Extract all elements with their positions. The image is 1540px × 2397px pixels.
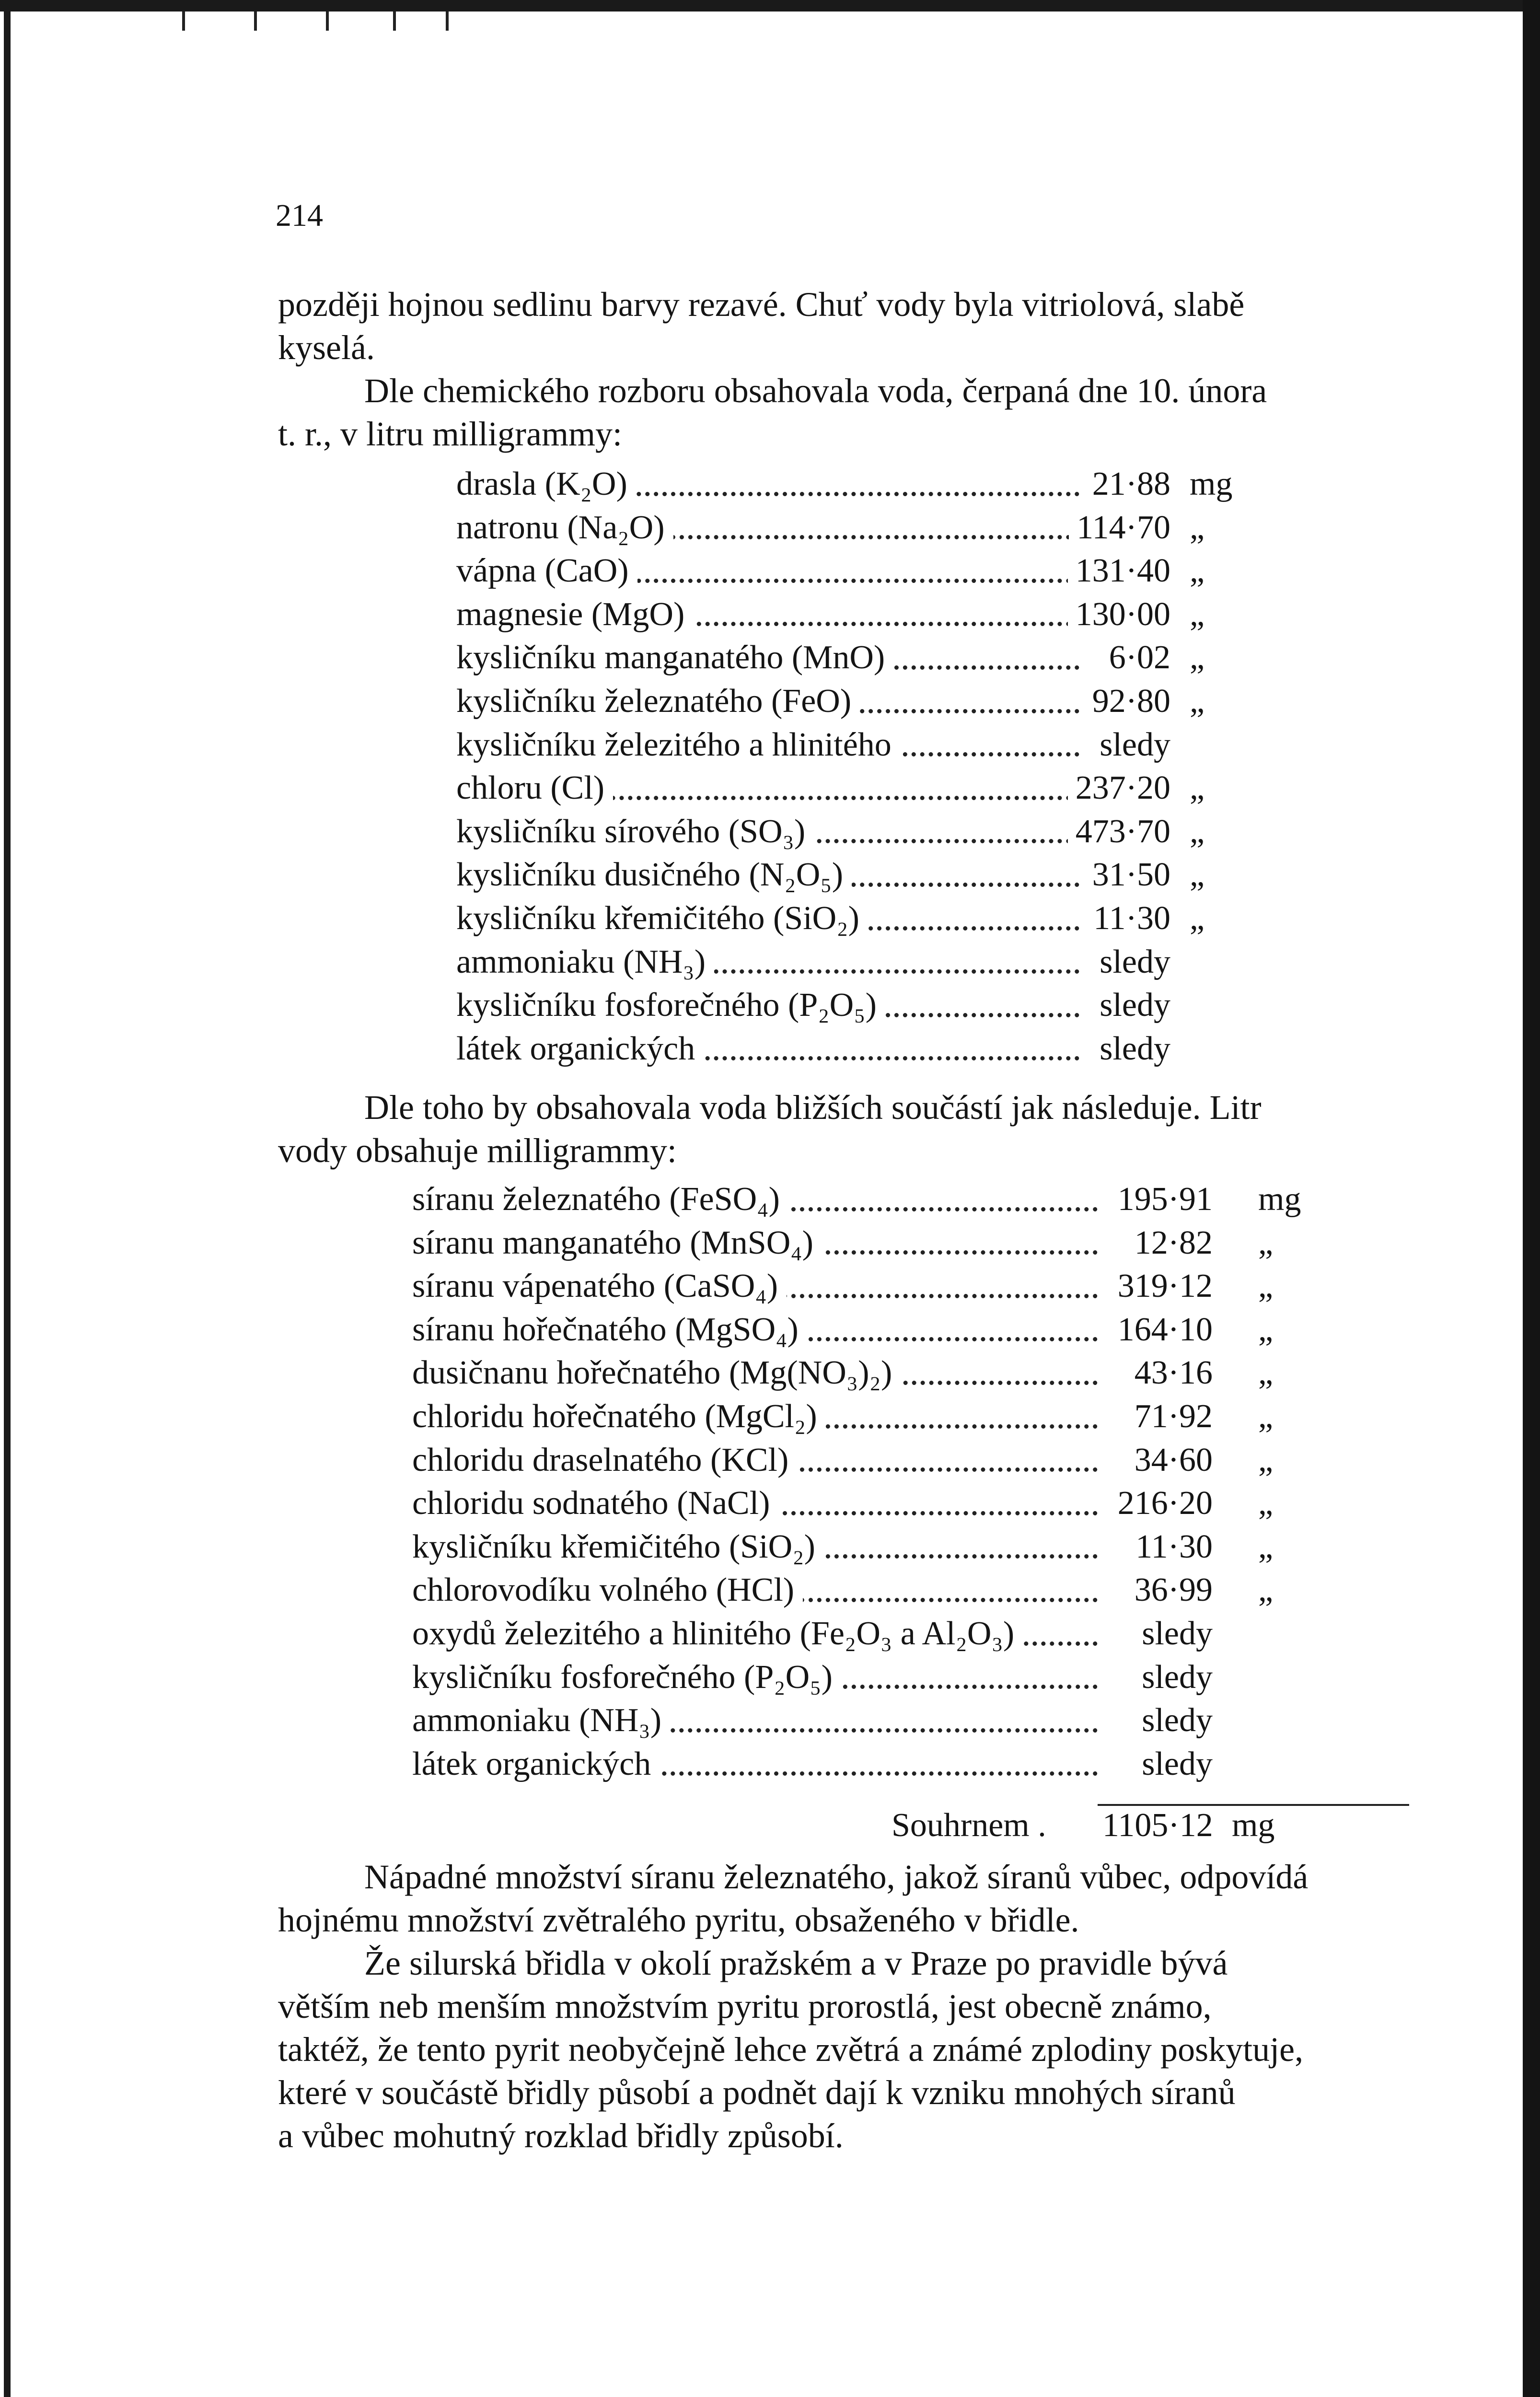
amount-value: 71·92 xyxy=(1127,1397,1213,1436)
amount-value: 43·16 xyxy=(1127,1354,1213,1392)
substance-name: kysličníku křemičitého (SiO₂) xyxy=(456,899,868,938)
table-row xyxy=(456,1030,1247,1073)
unit-mark: „ xyxy=(1258,1268,1274,1305)
analysis-table-oxides xyxy=(456,465,1247,1073)
table-row xyxy=(412,1701,1289,1745)
scan-border-right xyxy=(1523,0,1540,2397)
unit-mark: „ xyxy=(1258,1224,1274,1261)
table-row xyxy=(456,509,1247,552)
substance-name: ammoniaku (NH₃) xyxy=(412,1701,670,1740)
substance-name: dusičnanu hořečnatého (Mg(NO₃)₂) xyxy=(412,1354,901,1392)
table-row xyxy=(412,1441,1289,1485)
table-row xyxy=(412,1267,1289,1311)
scan-border-top xyxy=(0,0,1540,12)
table-row xyxy=(412,1311,1289,1354)
unit-mark: „ xyxy=(1190,769,1205,807)
amount-value: 92·80 xyxy=(1085,682,1170,721)
amount-value: 131·40 xyxy=(1068,552,1170,590)
amount-value: 21·88 xyxy=(1085,465,1170,503)
substance-name: chloru (Cl) xyxy=(456,769,613,807)
middle-paragraph xyxy=(278,1086,1409,1172)
table-row xyxy=(456,943,1247,987)
amount-value: sledy xyxy=(1134,1745,1213,1783)
amount-value: sledy xyxy=(1092,1030,1170,1068)
amount-value: sledy xyxy=(1134,1658,1213,1697)
amount-value: 114·70 xyxy=(1069,509,1170,547)
substance-name: chlorovodíku volného (HCl) xyxy=(412,1571,803,1609)
amount-value: 11·30 xyxy=(1086,899,1170,938)
unit-mark: „ xyxy=(1190,595,1205,633)
amount-value: 36·99 xyxy=(1127,1571,1213,1609)
text-line: Dle toho by obsahovala voda bližších součástí jak následuje. Litr xyxy=(364,1088,1262,1127)
unit-mark: „ xyxy=(1190,552,1205,590)
amount-value: 237·20 xyxy=(1068,769,1170,807)
table-row xyxy=(456,986,1247,1030)
substance-name: vápna (CaO) xyxy=(456,552,637,590)
unit-mark: „ xyxy=(1190,509,1205,546)
table-row xyxy=(412,1528,1289,1571)
substance-name: síranu železnatého (FeSO₄) xyxy=(412,1180,788,1219)
substance-name: chloridu hořečnatého (MgCl₂) xyxy=(412,1397,826,1436)
amount-value: 6·02 xyxy=(1101,639,1170,677)
text-line: taktéž, že tento pyrit neobyčejně lehce zvětrá a známé zplodiny poskytuje, xyxy=(278,2030,1304,2069)
table-row xyxy=(412,1354,1289,1397)
sum-rule xyxy=(1098,1804,1409,1806)
text-line: a vůbec mohutný rozklad břidly způsobí. xyxy=(278,2117,844,2155)
table-row xyxy=(456,639,1247,682)
substance-name: látek organických xyxy=(412,1745,660,1783)
unit-mark: „ xyxy=(1258,1354,1274,1392)
amount-value: 216·20 xyxy=(1110,1484,1213,1523)
substance-name: látek organických xyxy=(456,1030,704,1068)
unit-mark: mg xyxy=(1190,465,1233,502)
table-row xyxy=(456,595,1247,639)
analysis-intro-paragraph xyxy=(278,369,1409,455)
amount-value: 34·60 xyxy=(1127,1441,1213,1479)
substance-name: oxydů železitého a hlinitého (Fe₂O₃ a Al₂O₃) xyxy=(412,1615,1023,1653)
intro-paragraph xyxy=(278,283,1409,369)
scan-border-left xyxy=(4,0,11,2397)
substance-name: kysličníku železnatého (FeO) xyxy=(456,682,860,721)
amount-value: 473·70 xyxy=(1068,813,1170,851)
scan-artifact-ticks xyxy=(182,12,451,31)
unit-mark: „ xyxy=(1258,1397,1274,1435)
unit-mark: „ xyxy=(1258,1441,1274,1478)
substance-name: ammoniaku (NH₃) xyxy=(456,943,714,981)
amount-value: sledy xyxy=(1134,1701,1213,1740)
text-line: hojnému množství zvětralého pyritu, obsaženého v břidle. xyxy=(278,1901,1079,1939)
amount-value: 12·82 xyxy=(1127,1224,1213,1262)
substance-name: kysličníku křemičitého (SiO₂) xyxy=(412,1528,824,1566)
text-line: Nápadné množství síranu železnatého, jakož síranů vůbec, odpovídá xyxy=(364,1858,1308,1896)
table-row xyxy=(456,465,1247,509)
substance-name: chloridu sodnatého (NaCl) xyxy=(412,1484,778,1523)
total-value: 1105·12 xyxy=(1102,1807,1213,1844)
total-label: Souhrnem . xyxy=(892,1807,1046,1844)
substance-name: síranu manganatého (MnSO₄) xyxy=(412,1224,822,1262)
amount-value: 11·30 xyxy=(1128,1528,1213,1566)
text-line: t. r., v litru milligrammy: xyxy=(278,415,622,453)
unit-mark: „ xyxy=(1258,1528,1274,1565)
table-row xyxy=(456,856,1247,899)
table-row xyxy=(412,1484,1289,1528)
substance-name: kysličníku železitého a hlinitého xyxy=(456,726,900,764)
substance-name: kysličníku manganatého (MnO) xyxy=(456,639,893,677)
unit-mark: „ xyxy=(1190,813,1205,850)
unit-mark: „ xyxy=(1190,639,1205,676)
closing-paragraph-2 xyxy=(278,1942,1409,2157)
unit-mark: „ xyxy=(1190,899,1205,937)
table-row xyxy=(456,813,1247,856)
text-line: které v součástě břidly působí a podnět dají k vzniku mnohých síranů xyxy=(278,2073,1236,2112)
substance-name: kysličníku dusičného (N₂O₅) xyxy=(456,856,852,894)
amount-value: sledy xyxy=(1092,943,1170,981)
amount-value: sledy xyxy=(1092,986,1170,1024)
substance-name: drasla (K₂O) xyxy=(456,465,636,503)
table-row xyxy=(412,1571,1289,1615)
text-line: vody obsahuje milligrammy: xyxy=(278,1131,677,1170)
amount-value: 164·10 xyxy=(1110,1311,1213,1349)
table-row xyxy=(412,1180,1301,1224)
table-row xyxy=(412,1658,1289,1702)
substance-name: síranu vápenatého (CaSO₄) xyxy=(412,1267,787,1305)
substance-name: natronu (Na₂O) xyxy=(456,509,673,547)
unit-mark: „ xyxy=(1190,682,1205,720)
substance-name: síranu hořečnatého (MgSO₄) xyxy=(412,1311,807,1349)
unit-mark: „ xyxy=(1190,856,1205,894)
table-row xyxy=(456,899,1247,943)
amount-value: 319·12 xyxy=(1110,1267,1213,1305)
table-row xyxy=(456,769,1247,813)
amount-value: 195·91 xyxy=(1110,1180,1213,1219)
text-line: Dle chemického rozboru obsahovala voda, čerpaná dne 10. února xyxy=(364,372,1267,410)
table-row xyxy=(412,1615,1289,1658)
closing-paragraph-1 xyxy=(278,1855,1409,1942)
unit-mark: mg xyxy=(1258,1181,1301,1218)
text-line: později hojnou sedlinu barvy rezavé. Chuť vody byla vitriolová, slabě xyxy=(278,285,1245,324)
table-row xyxy=(412,1397,1289,1441)
table-row xyxy=(456,552,1247,595)
table-row xyxy=(412,1745,1289,1789)
amount-value: sledy xyxy=(1092,726,1170,764)
page-number: 214 xyxy=(276,198,323,233)
unit-mark: „ xyxy=(1258,1311,1274,1348)
text-line: Že silurská břidla v okolí pražském a v Praze po pravidle bývá xyxy=(364,1944,1228,1982)
substance-name: kysličníku sírového (SO₃) xyxy=(456,813,814,851)
substance-name: magnesie (MgO) xyxy=(456,595,693,634)
substance-name: kysličníku fosforečného (P₂O₅) xyxy=(456,986,885,1024)
unit-mark: „ xyxy=(1258,1571,1274,1609)
substance-name: kysličníku fosforečného (P₂O₅) xyxy=(412,1658,841,1697)
text-line: větším neb menším množstvím pyritu prorostlá, jest obecně známo, xyxy=(278,1987,1212,2025)
amount-value: 130·00 xyxy=(1068,595,1170,634)
text-line: kyselá. xyxy=(278,328,375,367)
substance-name: chloridu draselnatého (KCl) xyxy=(412,1441,797,1479)
analysis-table-salts xyxy=(412,1180,1301,1788)
amount-value: 31·50 xyxy=(1085,856,1170,894)
table-row xyxy=(412,1224,1289,1268)
table-row xyxy=(456,726,1247,769)
total-unit: mg xyxy=(1232,1807,1275,1844)
amount-value: sledy xyxy=(1134,1615,1213,1653)
unit-mark: „ xyxy=(1258,1485,1274,1522)
table-row xyxy=(456,682,1247,726)
